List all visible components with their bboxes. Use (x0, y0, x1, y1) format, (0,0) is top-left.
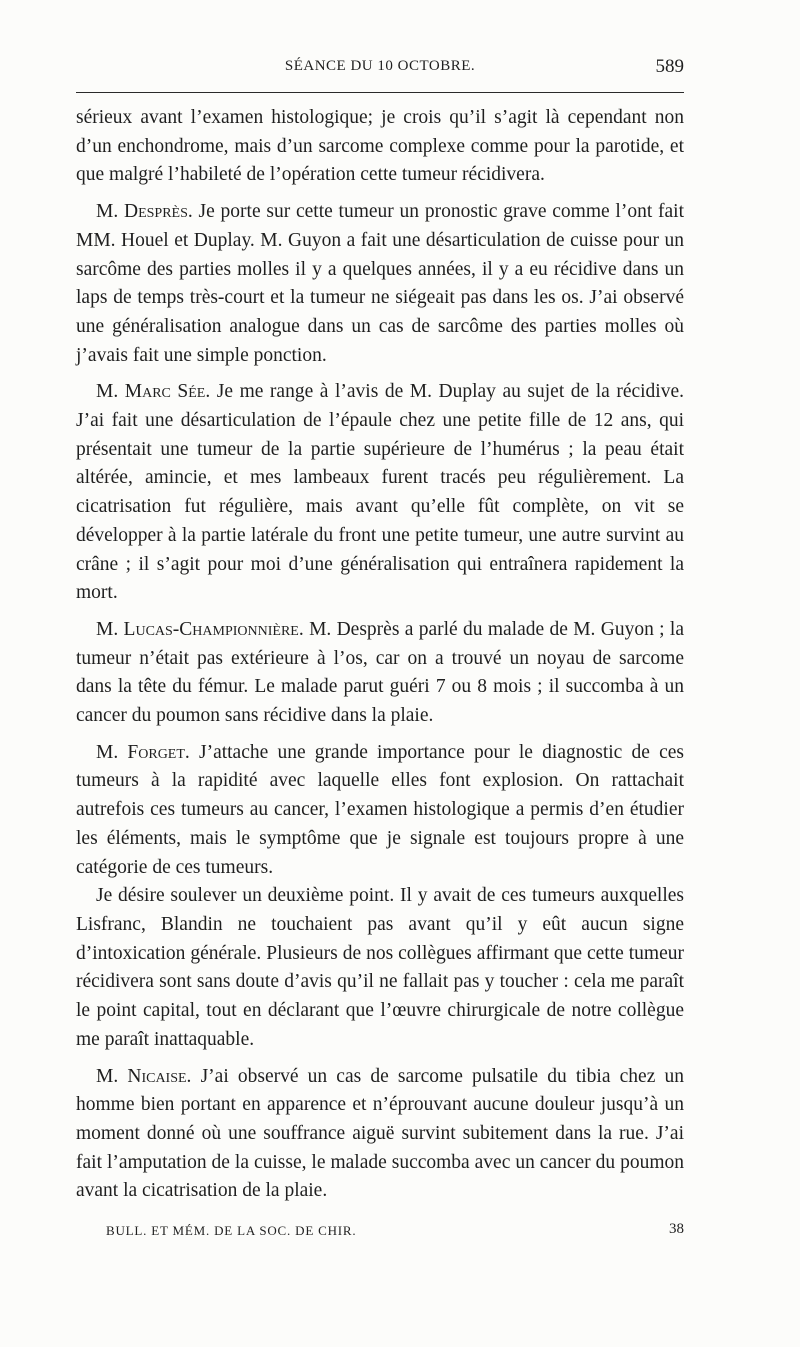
paragraph-text: J’ai observé un cas de sarcome pulsatile du tibia chez un homme bien portant en apparence et n’éprouvant aucune douleur jusqu’à un moment donné où une souffrance aiguë survint subitement dans la rue. J’ai fait l’amputation de la cuisse, le malade succomba avec un cancer du poumon avant la cicatrisation de la plaie. (76, 1065, 685, 1202)
running-head: SÉANCE DU 10 OCTOBRE. (284, 58, 476, 74)
paragraph-despres (76, 198, 684, 370)
speaker-name: M. Lucas-Championnière. (96, 618, 304, 640)
paragraph-text: Je désire soulever un deuxième point. Il y avait de ces tumeurs auxquelles Lisfranc, Blandin ne touchaient pas avant qu’il y eût aucun signe d’intoxication générale. Plusieurs de nos collègues affirmant que cette tumeur récidivera sont sans doute d’avis qu’il ne fallait pas y toucher : cela me paraît le point capital, tout en déclarant que l’œuvre chirurgicale de notre collègue me paraît inattaquable. (76, 885, 684, 1050)
paragraph-text: M. Desprès a parlé du malade de M. Guyon ; la tumeur n’était pas extérieure à l’os, car on a trouvé un noyau de sarcome dans la tête du fémur. Le malade parut guéri 7 ou 8 mois ; il succomba à un cancer du poumon sans récidive dans la plaie. (76, 618, 684, 727)
footer-source: BULL. ET MÉM. DE LA SOC. DE CHIR. (106, 1223, 357, 1238)
speaker-name: M. Nicaise. (96, 1065, 192, 1087)
paragraph-nicaise (76, 1063, 684, 1207)
paragraph-text: Je porte sur cette tumeur un pronostic grave comme l’ont fait MM. Houel et Duplay. M. Guyon a fait une désarticulation de cuisse pour un sarcôme des parties molles il y a quelques années, il y a eu récidive dans un laps de temps très-court et la tumeur ne siégeait pas dans les os. J’ai observé une généralisation analogue dans un cas de sarcôme des parties molles où j’avais fait une simple ponction. (76, 201, 684, 366)
page-header (76, 58, 684, 84)
paragraph-text: J’attache une grande importance pour le diagnostic de ces tumeurs à la rapidité avec laquelle elles font explosion. On rattachait autrefois ces tumeurs au cancer, l’examen histologique a permis d’en étudier les éléments, mais le symptôme que je signale est toujours propre à une catégorie de ces tumeurs. (76, 741, 684, 878)
page-body (76, 104, 684, 1214)
paragraph-lucas-championniere (76, 616, 684, 731)
paragraph-marc-see (76, 378, 684, 608)
paragraph-text: Je me range à l’avis de M. Duplay au sujet de la récidive. J’ai fait une désarticulation de l’épaule chez une petite fille de 12 ans, qui présentait une tumeur de la partie supérieure de l’humérus ; la peau était altérée, amincie, et mes lambeaux furent tracés peu régulièrement. La cicatrisation fut régulière, mais avant qu’elle fût complète, on vit se développer à la partie latérale du front une petite tumeur, une autre survint au crâne ; il s’agit pour moi d’une généralisation qui entraînera rapidement la mort. (76, 381, 684, 604)
speaker-name: M. Desprès. (96, 201, 193, 223)
speaker-name: M. Forget. (96, 741, 190, 763)
paragraph-forget-continued (76, 882, 684, 1054)
speaker-name: M. Marc Sée. (96, 381, 211, 403)
signature-mark: 38 (669, 1221, 684, 1237)
paragraph-text: sérieux avant l’examen histologique; je crois qu’il s’agit là cependant non d’un enchondrome, mais d’un sarcome complexe comme pour la parotide, et que malgré l’habileté de l’opération cette tumeur récidivera. (76, 107, 684, 186)
page-number: 589 (655, 56, 684, 77)
paragraph-continuation (76, 104, 684, 190)
paragraph-forget (76, 739, 684, 883)
header-rule (76, 92, 684, 93)
